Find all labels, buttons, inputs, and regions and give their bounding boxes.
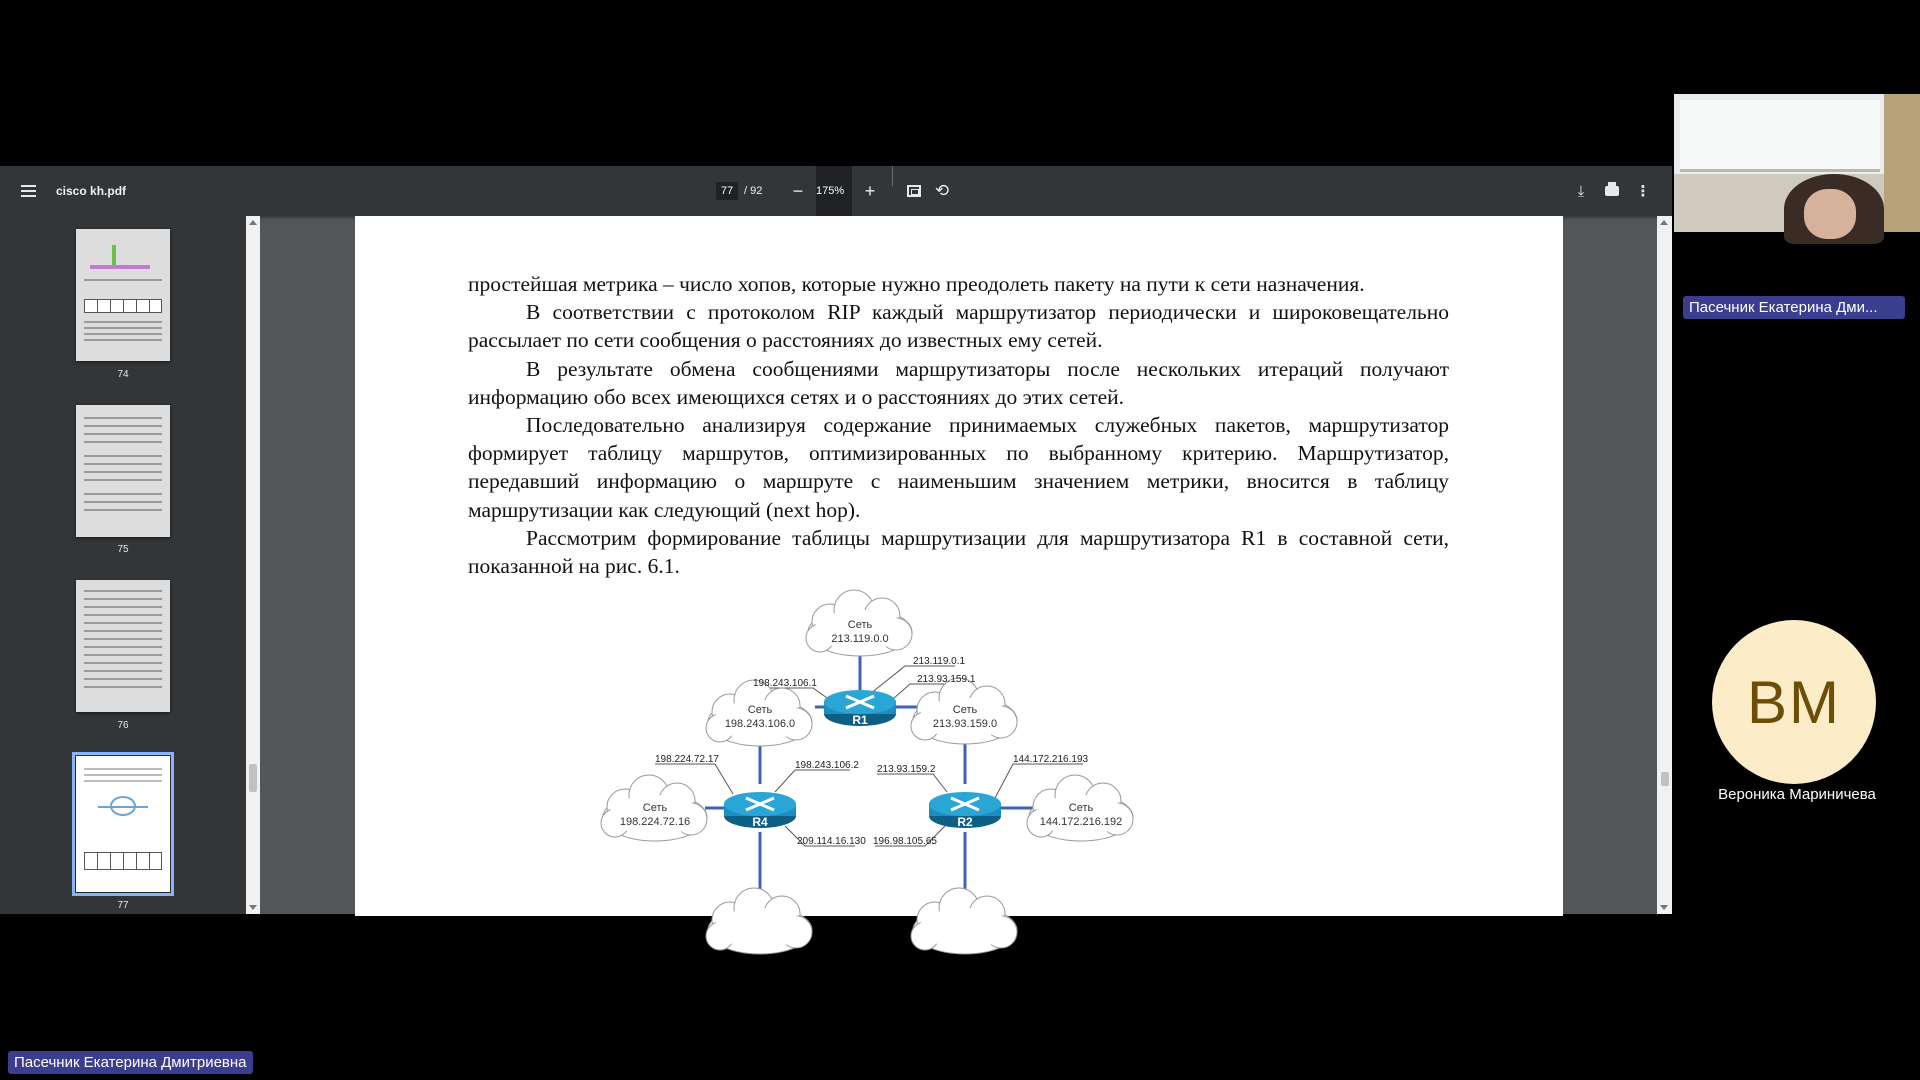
download-icon[interactable]: ⤓	[1577, 182, 1585, 200]
zoom-out-button[interactable]: −	[792, 180, 804, 201]
cloud-network-right	[911, 678, 1017, 744]
ip-label: 198.243.106.2	[795, 760, 859, 771]
thumbnail-label: 74	[117, 369, 129, 380]
net-address: 198.243.106.0	[724, 718, 796, 730]
paragraph: Рассмотрим формирование таблицы маршрутизации для маршрутизатора R1 в составной сети, показанной на рис. 6.1.	[468, 525, 1449, 579]
net-word: Сеть	[642, 802, 668, 814]
presenter-name-tag: Пасечник Екатерина Дми...	[1683, 296, 1905, 319]
cloud-network-bottom-right	[911, 888, 1017, 954]
thumbnail-label: 76	[117, 720, 129, 731]
router-r2	[929, 792, 1001, 829]
network-diagram	[619, 596, 1295, 926]
ip-label: 198.224.72.17	[655, 754, 719, 765]
thumbnail-page-75[interactable]	[76, 405, 170, 537]
camera-curtain	[1884, 94, 1920, 232]
ip-label: 213.119.0.1	[913, 656, 966, 667]
thumbnail-page-74[interactable]	[76, 229, 170, 361]
thumbnail-label: 77	[117, 900, 129, 911]
pdf-page	[355, 216, 1563, 916]
camera-whiteboard	[1680, 100, 1880, 172]
page-total: / 92	[744, 185, 763, 197]
thumbnail-page-76[interactable]	[76, 580, 170, 712]
net-word: Сеть	[847, 619, 873, 631]
thumbnail-sidebar	[0, 216, 246, 914]
presenter-face	[1804, 189, 1856, 239]
net-address: 213.119.0.0	[831, 633, 889, 645]
page-navigator	[716, 166, 762, 216]
presenter-camera-tile[interactable]	[1674, 94, 1920, 232]
cloud-network-left	[706, 680, 812, 746]
ip-label: 196.98.105.65	[873, 836, 937, 847]
net-address: 144.172.216.192	[1039, 816, 1123, 828]
menu-icon[interactable]	[14, 166, 42, 216]
cloud-network-top	[806, 590, 912, 656]
scroll-down-arrow[interactable]	[249, 905, 257, 910]
cloud-network-far-left	[601, 775, 707, 841]
router-label: R4	[752, 815, 768, 829]
router-label: R1	[852, 713, 868, 727]
scrollbar-thumb[interactable]	[249, 764, 257, 792]
net-word: Сеть	[747, 704, 773, 716]
net-word: Сеть	[952, 704, 978, 716]
page-text	[468, 270, 1449, 580]
participant-avatar[interactable]: ВМ	[1712, 620, 1876, 784]
router-r4	[724, 792, 796, 829]
participant-name: Вероника Мариничева	[1718, 786, 1876, 803]
cloud-network-bottom-left	[706, 888, 812, 954]
active-speaker-name-tag: Пасечник Екатерина Дмитриевна	[8, 1051, 253, 1074]
thumbnail-label: 75	[117, 544, 129, 555]
thumbnail-page-77[interactable]	[76, 756, 170, 892]
net-address: 213.93.159.0	[932, 718, 998, 730]
router-r1	[824, 690, 896, 727]
zoom-in-button[interactable]: +	[864, 180, 876, 201]
scroll-down-arrow[interactable]	[1660, 905, 1668, 910]
toolbar-divider	[892, 166, 893, 186]
ip-label: 213.93.159.1	[917, 674, 976, 685]
cloud-network-far-right	[1027, 775, 1133, 841]
net-word: Сеть	[1068, 802, 1094, 814]
paragraph: В соответствии с протоколом RIP каждый маршрутизатор периодически и широковещательно рассылает по сети сообщения о расстояниях до известных ему сетей.	[468, 300, 1449, 353]
paragraph: Последовательно анализируя содержание принимаемых служебных пакетов, маршрутизатор формирует таблицу маршрутов, оптимизированных по выбранному критерию. Маршрутизатор, передавший информацию о маршруте с наименьшим значением метрики, вносится в таблицу маршрутизации как следующий (next hop).	[468, 413, 1449, 522]
rotate-icon[interactable]: ⟲	[934, 181, 950, 200]
router-label: R2	[957, 815, 973, 829]
ip-label: 209.114.16.130	[797, 836, 866, 847]
scroll-up-arrow[interactable]	[1660, 220, 1668, 225]
paragraph: В результате обмена сообщениями маршрутизаторы после нескольких итераций получают информацию обо всех имеющихся сетях и о расстояниях до этих сетей.	[468, 356, 1449, 409]
ip-label: 144.172.216.193	[1013, 754, 1089, 765]
viewer-toolbar	[0, 166, 1672, 216]
sidebar-scrollbar[interactable]	[246, 216, 260, 914]
more-options-icon[interactable]: ⋮	[1635, 183, 1651, 200]
main-scrollbar[interactable]	[1657, 216, 1672, 914]
paragraph: простейшая метрика – число хопов, которые нужно преодолеть пакету на пути к сети назначения.	[468, 272, 1365, 296]
ip-label: 213.93.159.2	[877, 764, 936, 775]
zoom-input[interactable]: 175%	[816, 166, 852, 216]
print-icon[interactable]	[1602, 166, 1622, 216]
scroll-up-arrow[interactable]	[249, 220, 257, 225]
page-number-input[interactable]: 77	[716, 182, 738, 200]
scrollbar-thumb[interactable]	[1661, 772, 1669, 786]
pdf-viewer	[0, 166, 1672, 914]
ip-label: 198.243.106.1	[753, 678, 817, 689]
fit-to-page-icon[interactable]	[904, 166, 924, 216]
net-address: 198.224.72.16	[619, 816, 691, 828]
document-title: cisco kh.pdf	[56, 184, 127, 198]
